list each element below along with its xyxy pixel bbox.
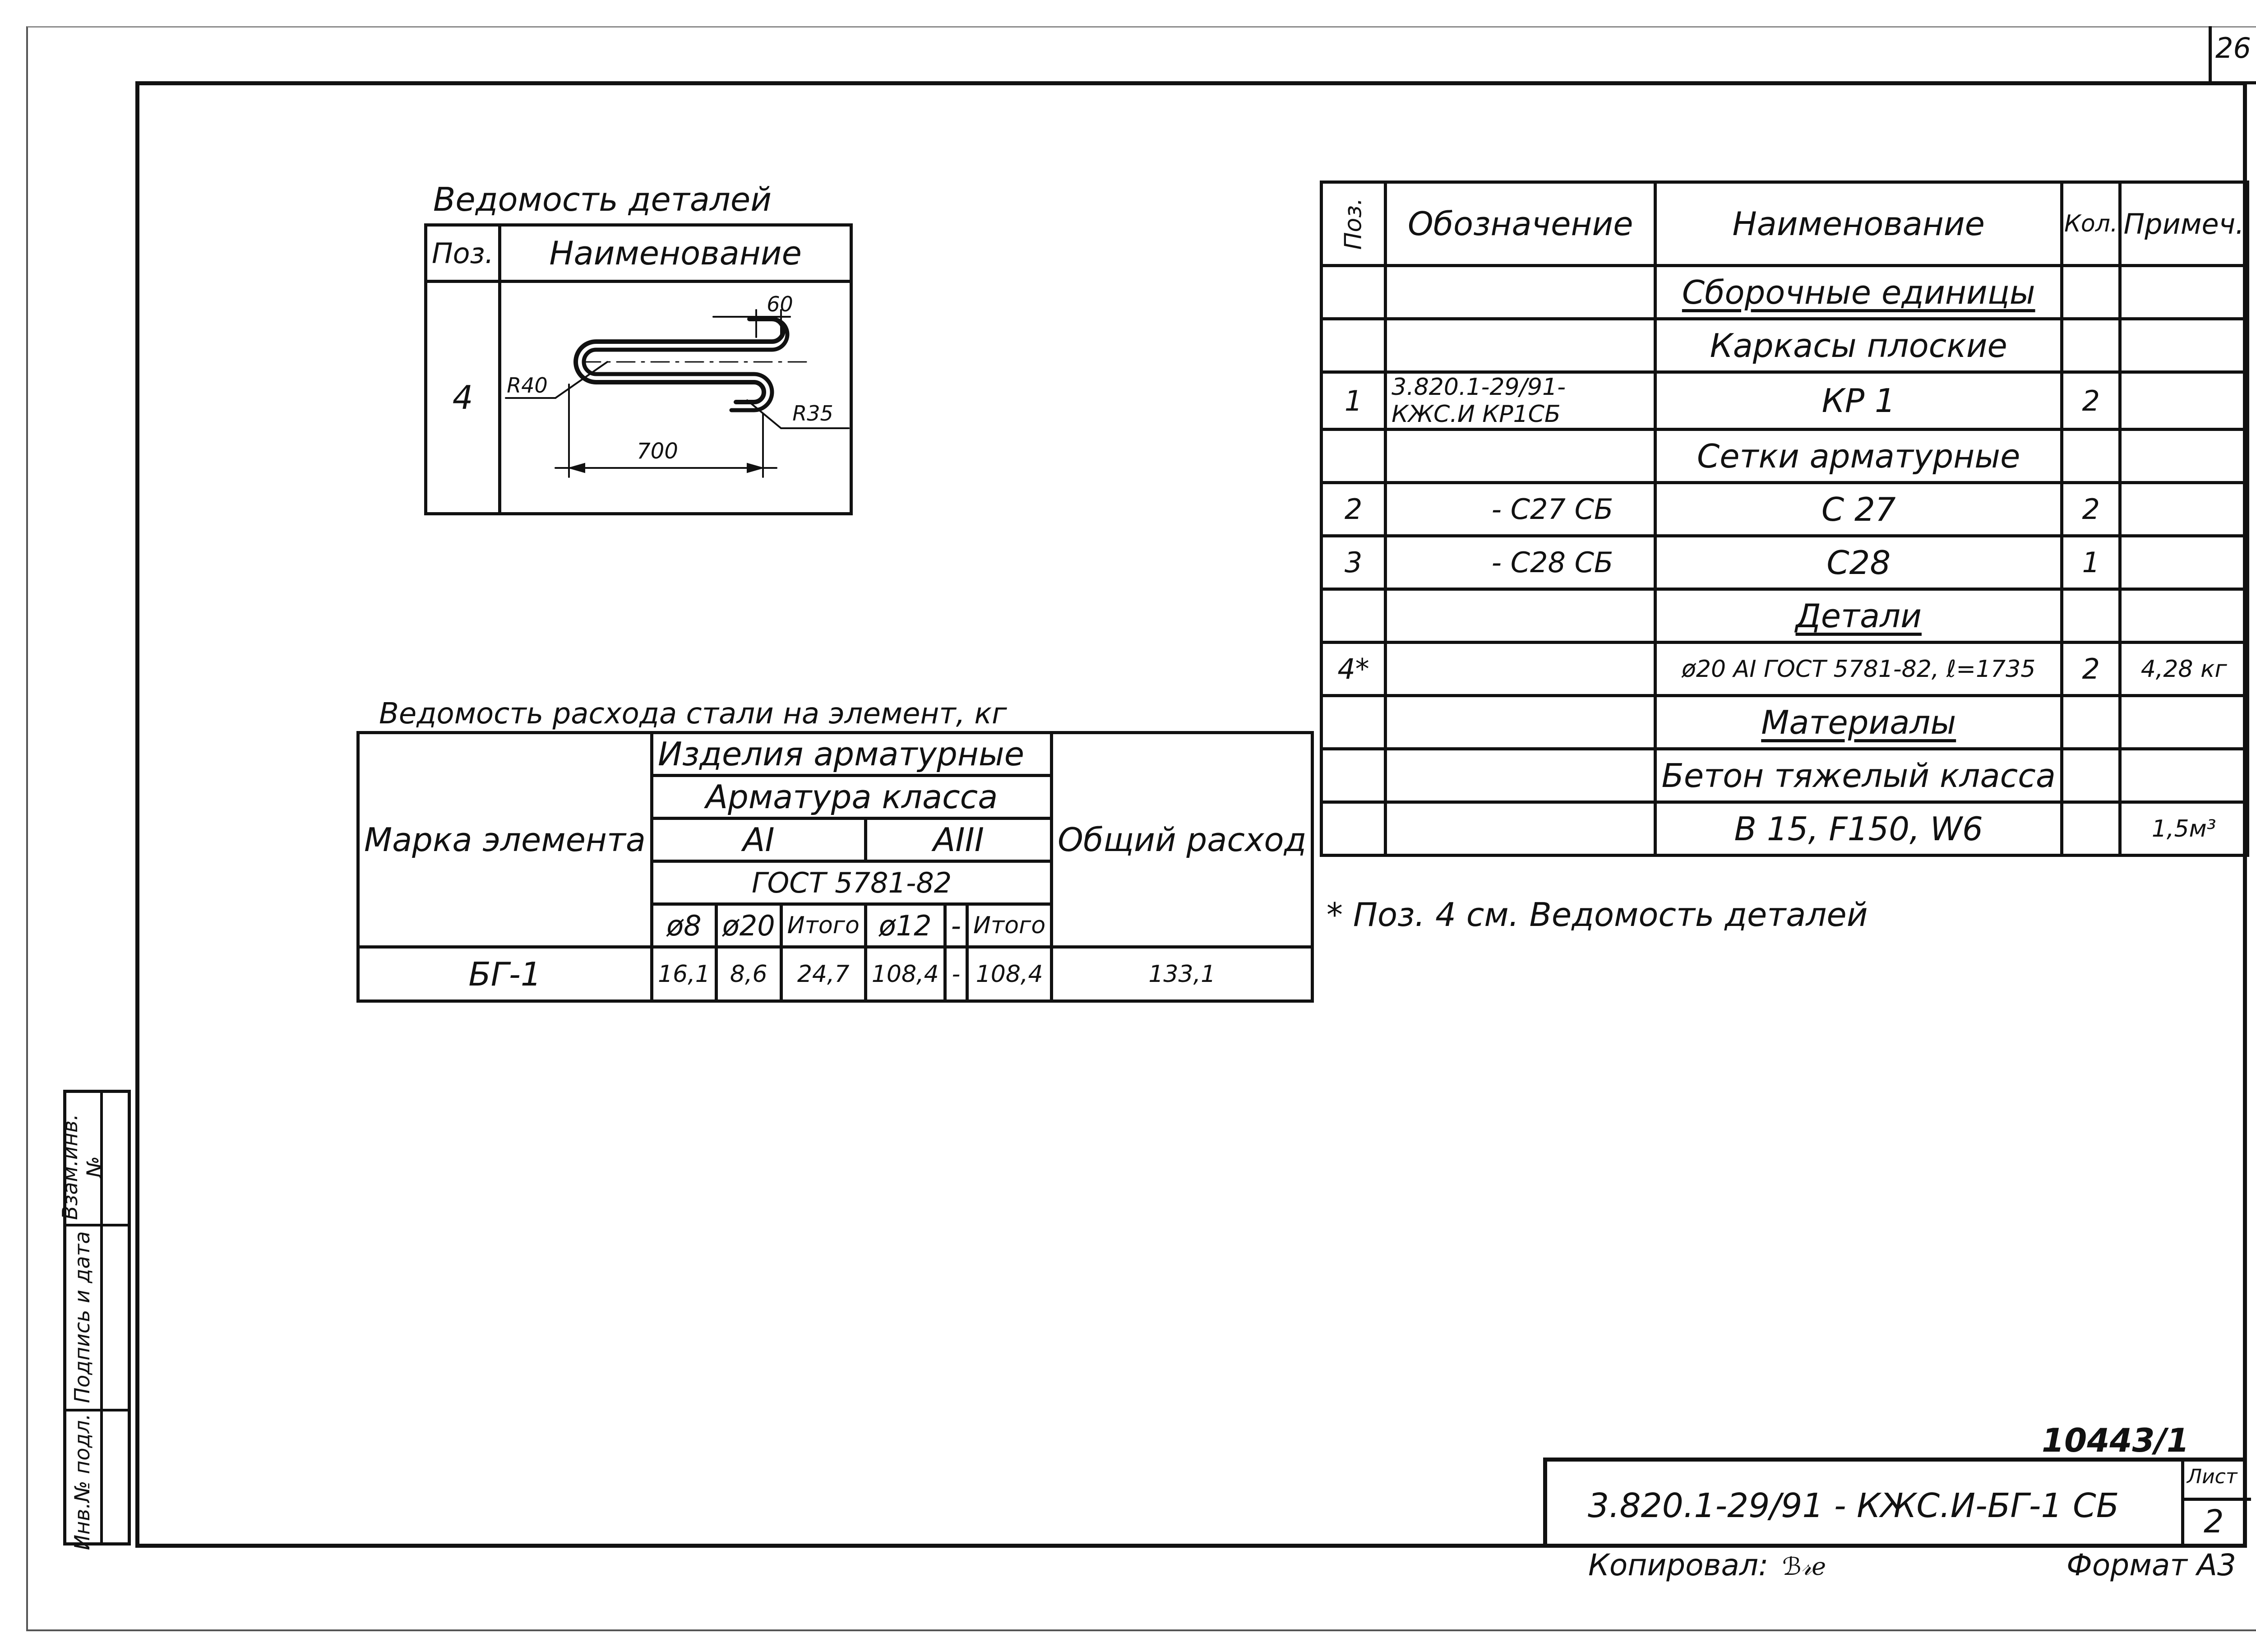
spec-cell-note (2120, 266, 2248, 319)
spec-row (1322, 589, 2248, 643)
spec-row (1322, 266, 2248, 319)
spec-cell-code (1386, 319, 1655, 372)
spec-cell-name: С28 (1655, 536, 2062, 589)
side-label-inventory: Инв.№ подл. (70, 1413, 94, 1550)
steel-total-header: Общий расход (1052, 733, 1313, 947)
spec-cell-name: С 27 (1655, 483, 2062, 536)
spec-cell-note (2120, 749, 2248, 802)
steel-sub-header: ø20 (716, 904, 781, 947)
spec-cell-code: 3.820.1-29/91- КЖС.И КР1СБ (1386, 372, 1655, 430)
spec-row (1322, 430, 2248, 483)
spec-cell-qty (2062, 319, 2120, 372)
spec-cell-code: - С27 СБ (1386, 483, 1655, 536)
dim-right-radius: R35 (792, 401, 833, 426)
spec-cell-code (1386, 643, 1655, 696)
steel-sub-header: Итого (781, 904, 865, 947)
spec-header-note: Примеч. (2120, 182, 2248, 266)
spec-cell-pos (1322, 319, 1386, 372)
spec-cell-code: - С28 СБ (1386, 536, 1655, 589)
spec-cell-code (1386, 749, 1655, 802)
copied-label: Копировал: (1588, 1548, 1769, 1583)
spec-row (1322, 536, 2248, 589)
side-label-replace: Взам.инв.№ (58, 1114, 106, 1220)
spec-row (1322, 372, 2248, 430)
details-title: Ведомость деталей (433, 180, 772, 218)
spec-cell-pos: 1 (1322, 372, 1386, 430)
steel-cell: 24,7 (781, 947, 865, 1001)
spec-cell-name: Сборочные единицы (1655, 266, 2062, 319)
spec-cell-qty (2062, 802, 2120, 856)
spec-cell-name: Каркасы плоские (1655, 319, 2062, 372)
spec-cell-pos (1322, 430, 1386, 483)
title-block (1543, 1458, 2247, 1548)
dim-top: 60 (767, 292, 793, 316)
spec-cell-qty: 1 (2062, 536, 2120, 589)
spec-cell-qty (2062, 430, 2120, 483)
spec-cell-name: КР 1 (1655, 372, 2062, 430)
spec-cell-code (1386, 266, 1655, 319)
steel-cell: - (945, 947, 967, 1001)
doc-code: 3.820.1-29/91 - КЖС.И-БГ-1 СБ (1588, 1486, 2119, 1525)
steel-table (356, 731, 1314, 1003)
spec-header-qty: Кол. (2062, 182, 2120, 266)
spec-row (1322, 749, 2248, 802)
steel-class-a3: АIII (865, 819, 1051, 861)
spec-row (1322, 696, 2248, 749)
steel-cell: 108,4 (865, 947, 945, 1001)
details-table (424, 223, 853, 515)
spec-cell-note (2120, 430, 2248, 483)
spec-header-name: Наименование (1655, 182, 2062, 266)
detail-sketch-cell (500, 282, 851, 514)
spec-cell-note (2120, 696, 2248, 749)
details-header-pos: Поз. (426, 225, 500, 282)
spec-row (1322, 319, 2248, 372)
spec-cell-qty (2062, 749, 2120, 802)
spec-cell-code (1386, 589, 1655, 643)
steel-sub-header: ø8 (652, 904, 717, 947)
steel-sub-header: - (945, 904, 967, 947)
spec-cell-name: ø20 АI ГОСТ 5781-82, ℓ=1735 (1655, 643, 2062, 696)
details-header-name: Наименование (500, 225, 851, 282)
spec-cell-qty: 2 (2062, 643, 2120, 696)
spec-cell-qty (2062, 266, 2120, 319)
copied-signature: ℬ𝓇ℯ (1782, 1552, 1826, 1581)
steel-cell: 16,1 (652, 947, 717, 1001)
spec-cell-note (2120, 372, 2248, 430)
steel-gost: ГОСТ 5781-82 (652, 861, 1052, 904)
spec-cell-pos: 3 (1322, 536, 1386, 589)
spec-row (1322, 483, 2248, 536)
spec-cell-pos (1322, 749, 1386, 802)
steel-col-mark: Марка элемента (358, 733, 652, 947)
stamp-number: 10443/1 (2042, 1421, 2189, 1459)
side-label-sign: Подпись и дата (70, 1231, 94, 1403)
spec-cell-qty: 2 (2062, 483, 2120, 536)
spec-cell-note (2120, 536, 2248, 589)
spec-row (1322, 802, 2248, 856)
steel-cell: 8,6 (716, 947, 781, 1001)
spec-cell-pos (1322, 696, 1386, 749)
spec-row (1322, 643, 2248, 696)
spec-cell-code (1386, 802, 1655, 856)
spec-cell-code (1386, 430, 1655, 483)
sheet-label: Лист (2187, 1465, 2238, 1488)
spec-cell-name: Материалы (1655, 696, 2062, 749)
steel-group: Изделия арматурные (652, 733, 1052, 776)
steel-sub-header: Итого (967, 904, 1052, 947)
spec-cell-note: 4,28 кг (2120, 643, 2248, 696)
spec-cell-note (2120, 483, 2248, 536)
spec-cell-qty (2062, 696, 2120, 749)
spec-cell-pos (1322, 802, 1386, 856)
spec-cell-name: Детали (1655, 589, 2062, 643)
dim-length: 700 (637, 439, 678, 464)
spec-cell-code (1386, 696, 1655, 749)
spec-cell-pos: 4* (1322, 643, 1386, 696)
dim-left-radius: R40 (507, 373, 548, 398)
rebar-sketch (501, 283, 862, 509)
spec-cell-note (2120, 589, 2248, 643)
spec-cell-pos (1322, 589, 1386, 643)
sheet-number: 2 (2204, 1503, 2224, 1540)
steel-title: Ведомость расхода стали на элемент, кг (379, 697, 1007, 731)
spec-cell-name: Сетки арматурные (1655, 430, 2062, 483)
format-label: Формат А3 (2066, 1548, 2236, 1583)
spec-cell-qty: 2 (2062, 372, 2120, 430)
steel-cell: 108,4 (967, 947, 1052, 1001)
spec-header-pos: Поз. (1322, 182, 1386, 266)
spec-table (1320, 180, 2249, 857)
side-stamp (58, 1090, 131, 1550)
spec-cell-qty (2062, 589, 2120, 643)
steel-row-mark: БГ-1 (358, 947, 652, 1001)
steel-cell-total: 133,1 (1052, 947, 1313, 1001)
steel-class-a1: АI (652, 819, 866, 861)
spec-cell-note: 1,5м³ (2120, 802, 2248, 856)
steel-subgroup: Арматура класса (652, 776, 1052, 819)
corner-page-number: 26 (2215, 32, 2251, 65)
spec-cell-note (2120, 319, 2248, 372)
details-pos: 4 (426, 282, 500, 514)
spec-header-code: Обозначение (1386, 182, 1655, 266)
spec-cell-pos (1322, 266, 1386, 319)
footnote: * Поз. 4 см. Ведомость деталей (1327, 896, 1868, 934)
steel-sub-header: ø12 (865, 904, 945, 947)
spec-cell-name: В 15, F150, W6 (1655, 802, 2062, 856)
spec-cell-pos: 2 (1322, 483, 1386, 536)
spec-cell-name: Бетон тяжелый класса (1655, 749, 2062, 802)
